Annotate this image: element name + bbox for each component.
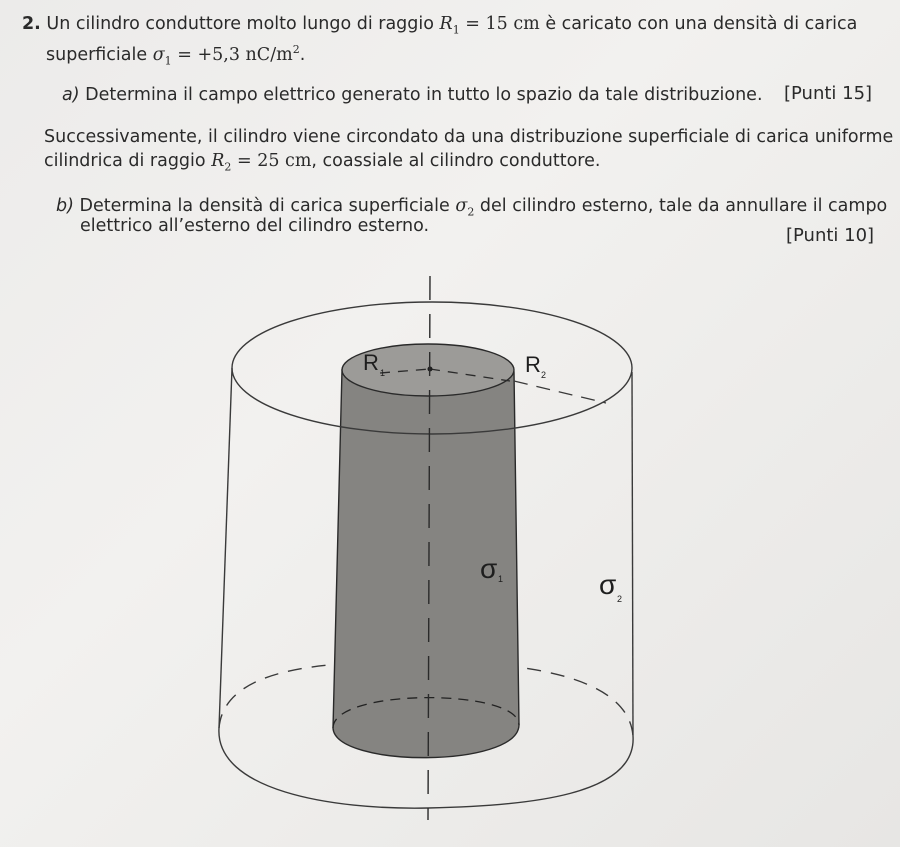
r2-value: = 25 cm: [236, 151, 312, 171]
label-r2: R: [525, 352, 541, 377]
r1-value: = 15 cm: [465, 14, 540, 34]
problem-intro-end: .: [299, 44, 306, 65]
sigma1-exponent: 2: [292, 43, 300, 56]
middle-text-1: Successivamente, il cilindro viene circondato da una distribuzione superficiale di carica uniforme: [44, 127, 894, 147]
r1-symbol: R: [439, 14, 453, 34]
problem-number: 2.: [22, 14, 41, 34]
label-sigma2-subscript: 2: [617, 594, 623, 604]
label-r1: R: [363, 350, 379, 375]
r1-subscript: 1: [452, 23, 460, 37]
middle-text-2-end: , coassiale al cilindro conduttore.: [311, 151, 601, 171]
radius-r2-dashed: [514, 381, 606, 403]
r2-subscript: 2: [224, 160, 232, 174]
sigma1-symbol: σ: [152, 44, 165, 65]
part-b-text-2: elettrico all’esterno del cilindro esterno.: [80, 216, 430, 236]
problem-intro-cont: è caricato con una densità di carica: [545, 14, 858, 34]
label-sigma1: σ: [480, 553, 498, 584]
sigma2-symbol: σ: [455, 196, 468, 216]
part-b-text-1: Determina la densità di carica superficiale: [79, 196, 450, 216]
part-a-text: Determina il campo elettrico generato in tutto lo spazio da tale distribuzione.: [85, 85, 763, 105]
sigma1-subscript: 1: [164, 54, 172, 68]
label-r1-subscript: 1: [380, 368, 386, 378]
problem-intro-2: superficiale: [46, 44, 148, 65]
label-r2-subscript: 2: [541, 370, 547, 380]
label-sigma2: σ: [599, 569, 617, 600]
part-b-label: b): [56, 196, 74, 216]
part-b-text-1-cont: del cilindro esterno, tale da annullare il campo: [479, 196, 888, 216]
r2-symbol: R: [211, 151, 225, 171]
outer-cylinder-left-wall: [219, 368, 232, 728]
part-a-points: [Punti 15]: [784, 83, 873, 104]
problem-intro: Un cilindro conduttore molto lungo di raggio: [46, 14, 434, 34]
middle-text-2: cilindrica di raggio: [44, 151, 206, 171]
sigma2-subscript: 2: [467, 205, 475, 219]
part-b-points: [Punti 10]: [786, 225, 875, 246]
part-a-label: a): [62, 85, 80, 105]
sigma1-value: = +5,3 nC/m: [177, 44, 293, 65]
outer-cylinder-right-wall: [632, 372, 633, 736]
label-sigma1-subscript: 1: [498, 574, 504, 584]
